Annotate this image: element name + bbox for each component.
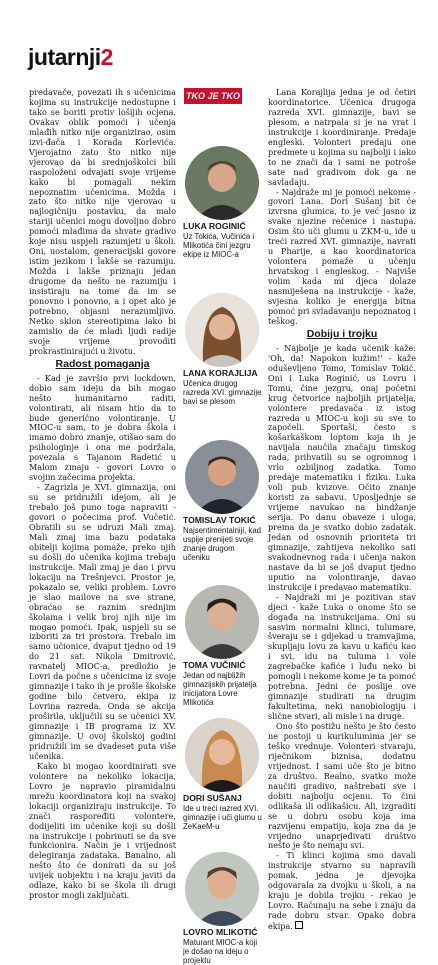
end-of-article-icon: [295, 921, 303, 929]
person-card: [183, 852, 263, 965]
person-card: [183, 293, 263, 406]
portrait-photo: [185, 440, 259, 514]
who-is-who-sidebar: [183, 88, 263, 965]
person-card: [183, 440, 263, 562]
closing-text: - Ti klinci kojima smo davali instrukcije stvarno su napravili pomak, jedna je djevojka odgovarala za dvojku u školi, a na kraju je dobila trojku - rekao je Lovro. Računaju na sebe i znaju da rade dobru stvar. Opako dobra ekipa.: [268, 850, 416, 932]
portrait-photo: [185, 146, 259, 220]
right-paragraph: Ono što postižu nešto je što često ne postoji u kurikulumima jer se teško vrednuje. Volonteri stvaraju, riječnikom biznisa, dodatnu vrijednost. I sami uče što je bitno za društvo. Realno, svatko može naučiti gradivo, naštrebati sve i dobiti najbolju ocjenu. To čini odlikaša ili odlikašicu. Ali, izgraditi se u dobru osobu koja ima razvijenu empatiju, koja zna da je vrijedno unaprjeđivati društvo nešto je što nemaju svi.: [268, 721, 416, 851]
person-description: Uz Tokića, Vučinića i Mlikotića čini jezgru ekipe iz MIOC-a: [183, 232, 255, 259]
person-card: [183, 585, 263, 707]
masthead-logo: [28, 44, 113, 68]
person-description: Jedan od najbližih gimnazijskih prijatelja inicijatora Lovre Mlikotića: [183, 671, 257, 707]
left-subheading: Radost pomaganja: [55, 357, 150, 370]
portrait-photo: [185, 852, 259, 926]
right-paragraph: - Najdraži mi je pozitivan stav djeci - kaže Luka o onome što se događa na instrukcijama. Oni su sasvim normalni klinci, tulumare, šveraju se i gdjekad u tramvajima, skupljaju lovu za kavu u kafiću kao i svi, idu na tuluma i vole zagrebačke kafiće i luđu neko bi pomogli i nekome kome je ta pomoć potrebna. Jedni će poslije ove gimnazije studirati na drugim fakultetima, neki nanobiologiju i slične stvari, ali misle i na druge.: [268, 591, 416, 722]
left-paragraph: predavače, povezati ih s učenicima kojima su instrukcije nedostupne i tako se boriti protiv lošijih ocjena. Ovakav oblik pomoći i učenja mlađih nitko nije organizirao, osim izvi-đača i Korada Korlevića. Vjerojatno zato što nitko nije vjerovao da bi srednjoškolci bili raspoloženi odvajati svoje vrijeme kako bi pomagali nekim nepoznatim učenicima. Možda i zato što nitko nije vjerovao u najlogičniju postavku, da malo stariji učenici mogu dovoljno dobro pomoći mlađima da shvate gradivo koje nisu uspjeli razumjeti u školi. Oni, uostalom, generacijski govore istim jezikom i lakše se razumiju. Možda i lakše priznaju jedan drugome da nešto ne razumiju i insistiraju na tome da im se ponovno i ponovno, a i opet ako je potrebno, objasni nerazumljivo. Netko sklon stereotipima lako bi zamislio da će mladi ljudi radije svoje vrijeme provoditi prokrastinirajući u životu.: [29, 87, 176, 356]
person-name: LOVRO MLIKOTIĆ: [183, 927, 258, 937]
left-paragraph: - Zagrizla je XVI. gimnazija, oni su se pridružili idejom, ali je trebalo još puno toga napraviti - govori o počecima prof. Vučetić. Obratili su se udruzi Mali zmaj. Mali zmaj ima bazu podataka obitelji kojima pomaže, preko njih su došli do učenika kojima trebaju instrukcije. Mali zmaj je dao i prvu lokaciju na Trešnjevci. Prostor je, pokazalo se, veliki problem. Lovro je slao mailove na sve strane, obraćao se raznim srednjim školama i velik broj njih nije im mogao pomoći. Ipak, uspjeli su se izboriti za tri prostora. Trebalo im samo učionice, dvaput tjedno od 19 do 21 sat. Nikola Dmitrović, ravnatelj MIOC-a, predložio je Lovri da počne s učenicima iz svoje gimnazije i tako ih je prošle školske godine bilo četvero, ekipa iz Lovrina razreda. Onda se akcija proširila, uključili su se učenici XV. gimnazije i IB programa iz XV. gimnazije. U ovoj školskoj godini pridružili im se dvadeset puta više učenika.: [29, 482, 176, 761]
person-description: Najsentimentalniji, kad uspije prenijeti svoje znanje drugom učeniku: [183, 526, 262, 562]
masthead-number: 2: [100, 44, 114, 70]
person-card: [183, 146, 263, 259]
person-card: [183, 718, 263, 831]
person-description: Učenica drugog razreda XVI. gimnazije bavi se plesom: [183, 379, 262, 406]
person-name: DORI SUŠANJ: [183, 793, 242, 803]
portrait-photo: [185, 293, 259, 367]
person-name: LANA KORAJLIJA: [183, 368, 258, 378]
person-name: LUKA ROGINIĆ: [183, 221, 246, 231]
person-name: TOMISLAV TOKIĆ: [183, 515, 256, 525]
person-description: Ide u treći razred XVI. gimnazije i uči glumu u ZeKaeM-u: [183, 804, 262, 831]
right-paragraph: - Najbolje je kada učenik kaže: 'Oh, da! Napokon kužim!' - kaže oduševljeno Tomo, Tomislav Tokić. Oni i Luka Roginić, us Lovru i Tomu, čine jezgru, onaj početni krug četvorice najboljih prijatelja, volontere predavača iz istog razreda u MIOC-u koji su sve to započeli. Sportaši, često s košarkaškom loptom koja ih je navijala naučila značaju timskog rada, prihvatili su se ogromnog i vrlo ozbiljnog zadatka. Tomo predaje matematiku i fiziku. Luka voli pub kvizove. Očito znanje koristi za sabavu. Uposljednje se vrijeme navukao na bindžanje serija. Po danu obaveze i uloga, prema da je svatko dobio zadatak. Jedan od osnovnih prioriteta tri gimnazije, zahtijeva nekoliko sati svakodnevnog rada i učenja nakon nastave da bi se još dvaput tjedno uputio na volontiranje, davao instrukcije i predavao matematiku.: [268, 342, 416, 592]
right-paragraph: [268, 851, 416, 932]
left-column: [29, 88, 176, 901]
who-is-who-tag: TKO JE TKO: [184, 88, 242, 104]
portrait-photo: [185, 585, 259, 659]
portrait-photo: [185, 718, 259, 792]
masthead-word: jutarnji: [28, 44, 101, 70]
left-paragraph: - Kad je završio prvi lockdown, dobio sam ideju da bih mogao nešto humanitarno raditi, volontirati, ali nisam htio da to bude generično volontiranje. U MIOC-u sam, to je dobra škola i imamo dobro znanje, otišao sam do psihologinje i ona me podržala, povezala s Tajanom Radetić u Malom zmaju - govori Lovro o svojim začecima projekta.: [29, 372, 176, 483]
right-paragraph: - Najdraže mi je pomoći nekome - govori Lana. Dori Sušanj bit će izvrsna glumica, to je već jasno iz svake njezine rečenice i nastupa. Osim što uči glumu u ZKM-u, ide u treći razred XVI. gimnazije, navrati u Pharije, a kao koordinatorica volontera pomaže u učenju hrvatskog i engleskog. - Najviše volim kada mi djeca dolaze nasmiješena na instrukcije - kaže, svjesna koliko je energija bitna pomoć pri svladavanju nepoznatog i teškog.: [268, 186, 416, 326]
person-description: Maturant MIOC-a koji je došao na ideju o projektu: [183, 938, 258, 965]
right-column: [268, 88, 416, 932]
right-subheading: Dobiju i trojku: [306, 327, 378, 340]
right-paragraph: Lana Korajlija jedna je od četiri koordinatorice. Učenica drugoga razreda XVI. gimnazije, bavi se plesom, a natrpala si je na vrat i instrukcije i koordiniranje. Predaje engleski. Volonteri predaju one predmete u kojima su najbolji i iako to ne znači da i sami ne potroše sate nad gradivom dok ga ne savladaju.: [268, 87, 416, 187]
left-paragraph: Kako bi mogao koordinirati sve volontere na nekoliko lokacija, Lovro je napravio piramidalnu mrežu koordinatora koji na svakoj lokaciji organiziraju instrukcije. To znači raspoređiti volontere, dodijeliti im učenike koji su došli na instrukcije i pobrinuti se da sve funkcionira. Način je i vrijednost delegiranja zadataka. Banalno, ali nešto što će donirati da su još uvijek uobjektu i na kraju javiti da odlaze, kako bi se škola ili drugi prostor mogli zaključati.: [29, 760, 176, 901]
person-name: TOMA VUČINIĆ: [183, 660, 246, 670]
